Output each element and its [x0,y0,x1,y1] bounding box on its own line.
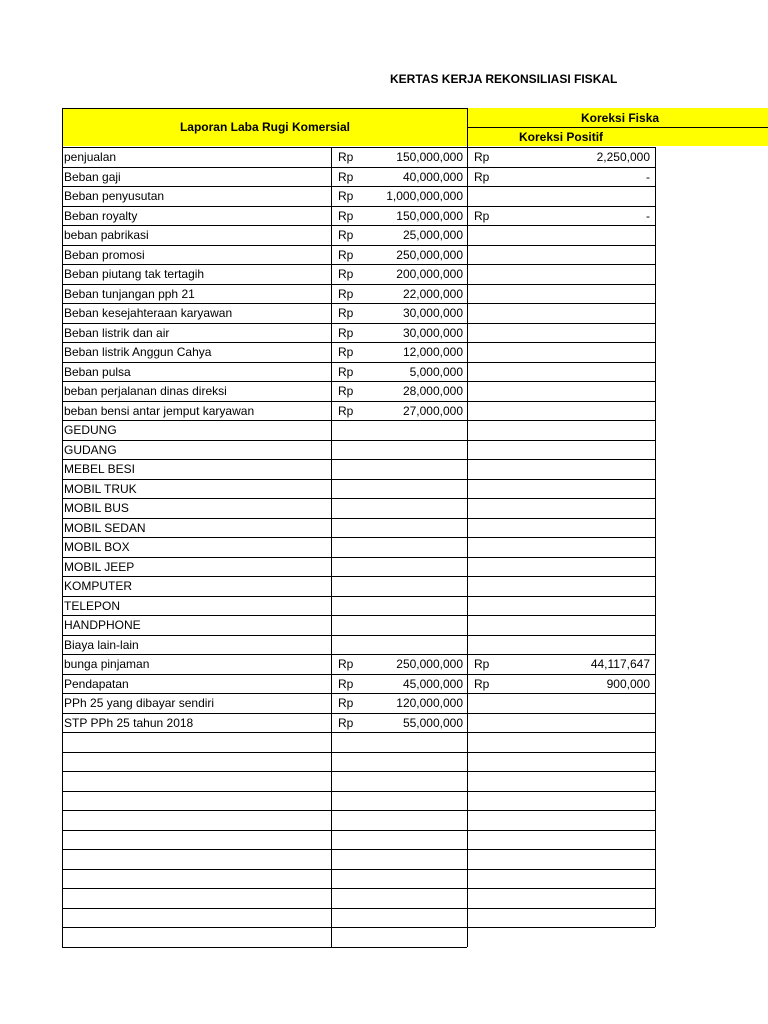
grid-line [62,401,655,402]
row-label: Beban penyusutan [64,189,165,203]
row-koreksi-currency: Rp [474,209,490,223]
row-label: Beban kesejahteraan karyawan [64,306,233,320]
header-koreksi-positif: Koreksi Positif [519,130,604,144]
row-amount: 30,000,000 [402,326,463,340]
row-currency: Rp [338,150,354,164]
row-currency: Rp [338,677,354,691]
row-amount: 250,000,000 [396,248,463,262]
row-label: Beban promosi [64,248,145,262]
grid-line [62,830,655,831]
row-label: MOBIL JEEP [64,560,135,574]
grid-line [62,381,655,382]
grid-line [62,284,655,285]
grid-line [62,147,655,148]
grid-line [62,576,655,577]
row-currency: Rp [338,716,354,730]
grid-line [62,498,655,499]
grid-line [62,342,655,343]
row-label: Beban pulsa [64,365,131,379]
row-label: Biaya lain-lain [64,638,139,652]
row-amount: 40,000,000 [402,170,463,184]
row-koreksi-amount: - [646,170,650,184]
grid-line [62,440,655,441]
grid-line [62,206,655,207]
row-label: GUDANG [64,443,117,457]
row-label: Beban gaji [64,170,121,184]
row-currency: Rp [338,696,354,710]
row-label: HANDPHONE [64,618,141,632]
grid-line [62,693,655,694]
header-laporan-laba-rugi: Laporan Laba Rugi Komersial [179,120,351,134]
row-koreksi-currency: Rp [474,657,490,671]
grid-line [62,654,655,655]
row-label: Pendapatan [64,677,129,691]
row-currency: Rp [338,404,354,418]
grid-line [62,225,655,226]
grid-line [62,713,655,714]
grid-line [62,927,655,928]
grid-line [62,420,655,421]
grid-line [331,147,332,947]
grid-line [62,557,655,558]
row-amount: 25,000,000 [402,228,463,242]
grid-line [62,167,655,168]
grid-line [62,264,655,265]
grid-line [62,596,655,597]
grid-line [62,908,655,909]
grid-line [655,147,656,927]
row-currency: Rp [338,170,354,184]
grid-line [62,537,655,538]
grid-line [62,615,655,616]
row-label: Beban royalty [64,209,138,223]
page-title: KERTAS KERJA REKONSILIASI FISKAL [390,72,618,86]
row-label: beban bensi antar jemput karyawan [64,404,255,418]
row-amount: 120,000,000 [396,696,463,710]
row-currency: Rp [338,248,354,262]
row-label: MOBIL BOX [64,540,130,554]
row-amount: 250,000,000 [396,657,463,671]
row-currency: Rp [338,306,354,320]
row-koreksi-amount: 900,000 [606,677,650,691]
row-label: TELEPON [64,599,121,613]
row-label: PPh 25 yang dibayar sendiri [64,696,215,710]
row-label: beban pabrikasi [64,228,149,242]
grid-line [62,518,655,519]
row-koreksi-amount: - [646,209,650,223]
grid-line [62,791,655,792]
row-label: Beban listrik Anggun Cahya [64,345,212,359]
grid-line [62,947,467,948]
row-koreksi-amount: 2,250,000 [596,150,650,164]
row-label: Beban listrik dan air [64,326,170,340]
row-currency: Rp [338,326,354,340]
row-amount: 30,000,000 [402,306,463,320]
row-currency: Rp [338,657,354,671]
row-koreksi-currency: Rp [474,150,490,164]
row-label: MOBIL SEDAN [64,521,146,535]
row-currency: Rp [338,365,354,379]
grid-line [62,732,655,733]
row-amount: 150,000,000 [396,209,463,223]
grid-line [62,674,655,675]
row-label: Beban piutang tak tertagih [64,267,205,281]
row-amount: 1,000,000,000 [386,189,463,203]
row-currency: Rp [338,267,354,281]
row-amount: 12,000,000 [402,345,463,359]
row-koreksi-currency: Rp [474,677,490,691]
grid-line [62,147,63,947]
row-currency: Rp [338,228,354,242]
grid-line [62,888,655,889]
header-koreksi-fiskal: Koreksi Fiska [581,111,660,125]
row-currency: Rp [338,287,354,301]
row-koreksi-amount: 44,117,647 [590,657,650,671]
grid-line [62,245,655,246]
row-currency: Rp [338,209,354,223]
row-amount: 150,000,000 [396,150,463,164]
row-amount: 45,000,000 [402,677,463,691]
row-label: beban perjalanan dinas direksi [64,384,227,398]
row-label: KOMPUTER [64,579,133,593]
grid-line [62,849,655,850]
grid-line [467,147,468,947]
row-label: bunga pinjaman [64,657,150,671]
grid-line [62,810,655,811]
row-amount: 55,000,000 [402,716,463,730]
row-currency: Rp [338,345,354,359]
row-currency: Rp [338,384,354,398]
row-label: GEDUNG [64,423,117,437]
grid-line [62,479,655,480]
row-koreksi-currency: Rp [474,170,490,184]
grid-line [62,303,655,304]
row-label: MOBIL BUS [64,501,129,515]
grid-line [62,752,655,753]
row-label: Beban tunjangan pph 21 [64,287,195,301]
row-label: MEBEL BESI [64,462,135,476]
row-amount: 5,000,000 [409,365,463,379]
grid-line [62,459,655,460]
row-label: STP PPh 25 tahun 2018 [64,716,194,730]
row-label: MOBIL TRUK [64,482,137,496]
grid-line [62,869,655,870]
row-amount: 27,000,000 [402,404,463,418]
grid-line [62,362,655,363]
row-amount: 22,000,000 [402,287,463,301]
grid-line [62,635,655,636]
grid-line [62,186,655,187]
row-amount: 200,000,000 [396,267,463,281]
grid-line [62,771,655,772]
grid-line [62,323,655,324]
row-label: penjualan [64,150,117,164]
row-amount: 28,000,000 [402,384,463,398]
row-currency: Rp [338,189,354,203]
